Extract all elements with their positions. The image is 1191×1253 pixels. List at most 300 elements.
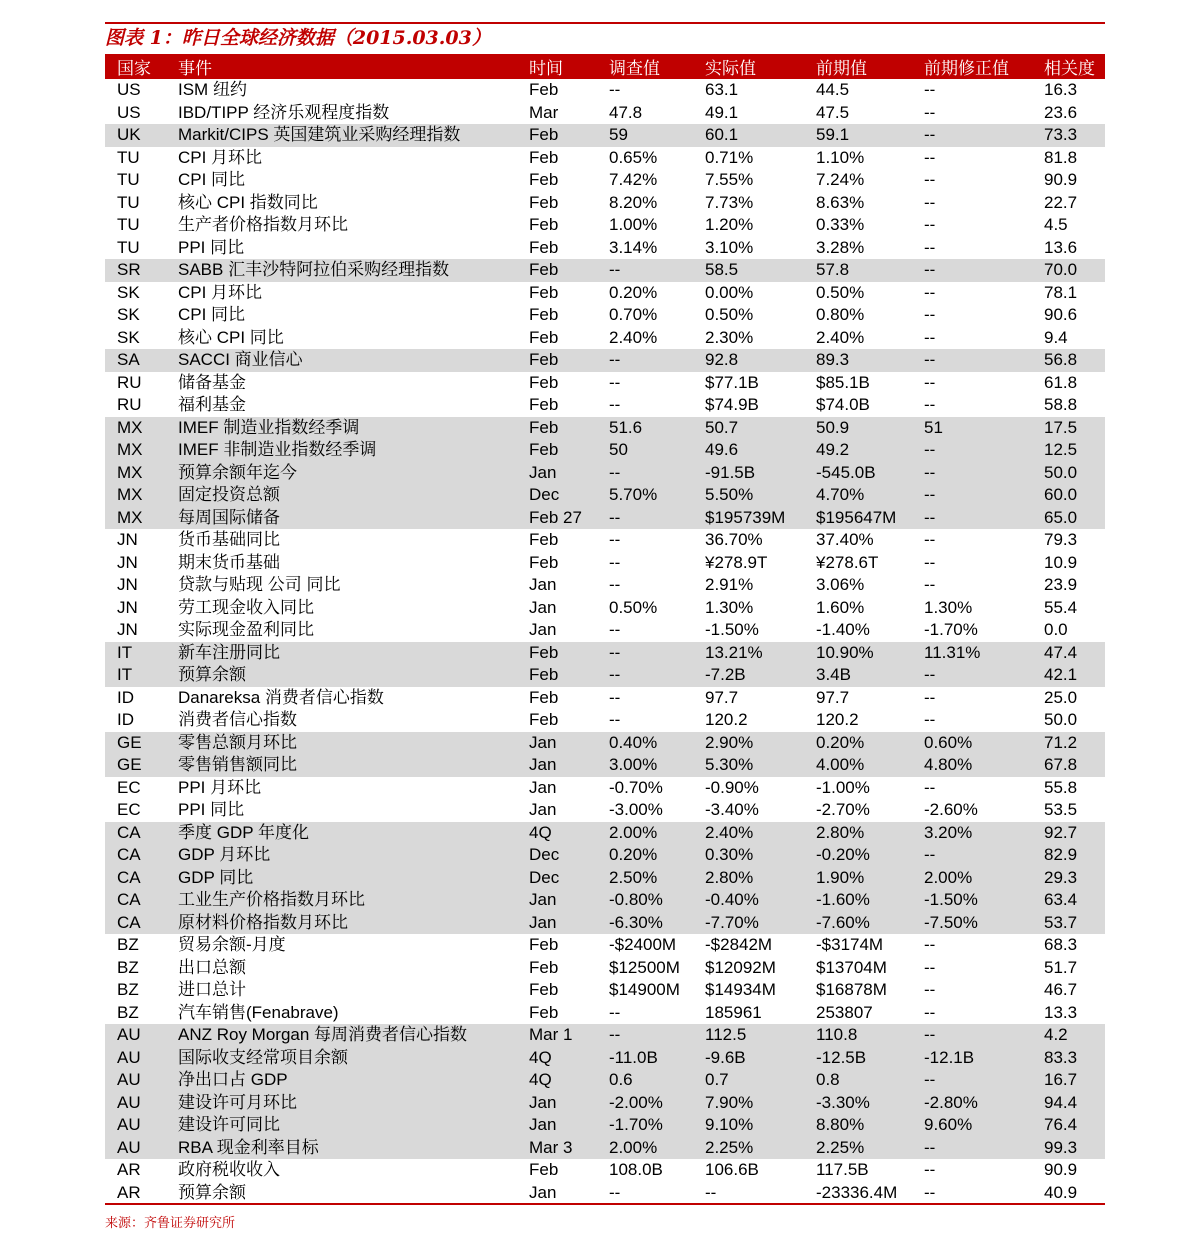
- cell-revised: 2.00%: [912, 867, 1032, 890]
- cell-relevance: 47.4: [1032, 642, 1105, 665]
- cell-relevance: 10.9: [1044, 552, 1078, 572]
- cell-actual: 0.7: [693, 1069, 804, 1092]
- cell-relevance: 23.6: [1044, 102, 1078, 122]
- cell-country: JN: [117, 530, 138, 550]
- cell-event: 劳工现金收入同比: [178, 597, 314, 617]
- cell-prior: 89.3: [804, 349, 912, 372]
- cell-relevance: 53.5: [1044, 800, 1078, 820]
- table-row: [105, 687, 1105, 710]
- cell-survey: --: [597, 349, 693, 372]
- cell-actual: -3.40%: [705, 800, 759, 820]
- cell-time: Mar 1: [517, 1024, 597, 1047]
- cell-time: Mar 3: [517, 1137, 597, 1160]
- cell-actual: --: [705, 1182, 717, 1202]
- table-row: [105, 1024, 1105, 1047]
- table-row: [105, 507, 1105, 530]
- cell-prior: 8.63%: [816, 192, 865, 212]
- cell-revised: --: [912, 349, 1032, 372]
- bottom-rule: [105, 1203, 1105, 1205]
- cell-country: AU: [105, 1069, 176, 1092]
- cell-country: BZ: [117, 935, 139, 955]
- cell-time: Feb: [517, 664, 597, 687]
- cell-actual: 7.90%: [693, 1092, 804, 1115]
- cell-survey: --: [609, 552, 621, 572]
- column-header-survey: 调查值: [597, 54, 693, 79]
- cell-country: AR: [117, 1182, 141, 1202]
- table-row: [105, 214, 1105, 237]
- cell-country: IT: [105, 642, 176, 665]
- cell-actual: 36.70%: [705, 530, 763, 550]
- cell-survey: $12500M: [609, 957, 680, 977]
- table-row: [105, 867, 1105, 890]
- table-row: [105, 327, 1105, 350]
- cell-time: Feb: [529, 935, 559, 955]
- cell-event: 核心 CPI 指数同比: [178, 192, 318, 212]
- cell-country: SK: [117, 327, 140, 347]
- table-body: [105, 79, 1105, 1204]
- cell-time: Feb: [517, 259, 597, 282]
- cell-relevance: 23.9: [1044, 575, 1078, 595]
- cell-survey: --: [609, 1002, 621, 1022]
- cell-time: Feb 27: [517, 507, 597, 530]
- cell-time: Jan: [529, 575, 557, 595]
- cell-relevance: 82.9: [1032, 844, 1105, 867]
- cell-revised: --: [912, 1069, 1032, 1092]
- cell-actual: 0.00%: [705, 282, 754, 302]
- cell-survey: --: [609, 710, 621, 730]
- cell-revised: --: [924, 687, 936, 707]
- economic-data-table: [105, 54, 1105, 1204]
- cell-prior: 120.2: [816, 710, 859, 730]
- cell-survey: 2.50%: [597, 867, 693, 890]
- cell-survey: --: [609, 80, 621, 100]
- cell-survey: --: [609, 575, 621, 595]
- cell-event: ANZ Roy Morgan 每周消费者信心指数: [176, 1024, 517, 1047]
- cell-relevance: 16.7: [1032, 1069, 1105, 1092]
- cell-actual: $14934M: [705, 980, 776, 1000]
- cell-revised: --: [924, 575, 936, 595]
- cell-relevance: 71.2: [1032, 732, 1105, 755]
- cell-prior: 4.70%: [804, 484, 912, 507]
- cell-relevance: 58.8: [1044, 395, 1078, 415]
- table-row: [105, 957, 1105, 980]
- table-row: [105, 664, 1105, 687]
- column-header-relevance: 相关度: [1032, 54, 1105, 79]
- cell-actual: 2.91%: [705, 575, 754, 595]
- cell-survey: 51.6: [597, 417, 693, 440]
- cell-time: Feb: [529, 170, 559, 190]
- cell-relevance: 16.3: [1044, 80, 1078, 100]
- cell-relevance: 60.0: [1032, 484, 1105, 507]
- cell-country: MX: [105, 462, 176, 485]
- column-header-time: 时间: [517, 54, 597, 79]
- cell-event: PPI 同比: [178, 237, 245, 257]
- cell-actual: 60.1: [693, 124, 804, 147]
- cell-actual: 97.7: [705, 687, 739, 707]
- cell-event: RBA 现金利率目标: [176, 1137, 517, 1160]
- cell-relevance: 56.8: [1032, 349, 1105, 372]
- cell-event: 出口总额: [178, 957, 246, 977]
- cell-relevance: 55.8: [1044, 777, 1078, 797]
- cell-event: 储备基金: [178, 372, 246, 392]
- cell-time: Mar: [529, 102, 559, 122]
- cell-actual: $195739M: [693, 507, 804, 530]
- cell-actual: 13.21%: [693, 642, 804, 665]
- table-row: [105, 709, 1105, 732]
- table-row: [105, 889, 1105, 912]
- cell-actual: 2.25%: [693, 1137, 804, 1160]
- cell-event: IMEF 制造业指数经季调: [176, 417, 517, 440]
- cell-revised: 51: [912, 417, 1032, 440]
- column-header-event: 事件: [176, 54, 517, 79]
- cell-relevance: 63.4: [1032, 889, 1105, 912]
- cell-country: JN: [117, 620, 138, 640]
- cell-survey: 2.00%: [597, 1137, 693, 1160]
- table-row: [105, 1114, 1105, 1137]
- cell-survey: 59: [597, 124, 693, 147]
- table-row: [105, 439, 1105, 462]
- cell-actual: $12092M: [705, 957, 776, 977]
- cell-prior: -0.20%: [804, 844, 912, 867]
- cell-event: CPI 月环比: [178, 147, 263, 167]
- cell-country: MX: [105, 484, 176, 507]
- cell-event: GDP 同比: [176, 867, 517, 890]
- cell-time: Feb: [529, 327, 559, 347]
- cell-prior: $85.1B: [816, 372, 870, 392]
- cell-country: BZ: [117, 980, 139, 1000]
- cell-survey: -6.30%: [597, 912, 693, 935]
- cell-time: Feb: [517, 417, 597, 440]
- cell-event: 固定投资总额: [176, 484, 517, 507]
- cell-country: CA: [105, 889, 176, 912]
- cell-relevance: 65.0: [1032, 507, 1105, 530]
- column-header-prior: 前期值: [804, 54, 912, 79]
- table-row: [105, 192, 1105, 215]
- cell-relevance: 9.4: [1044, 327, 1068, 347]
- cell-revised: --: [924, 935, 936, 955]
- table-row: [105, 822, 1105, 845]
- table-row: [105, 912, 1105, 935]
- cell-time: Feb: [529, 80, 559, 100]
- cell-revised: --: [912, 259, 1032, 282]
- cell-event: 进口总计: [178, 980, 246, 1000]
- cell-prior: ¥278.6T: [816, 552, 879, 572]
- cell-country: RU: [117, 395, 142, 415]
- cell-event: 每周国际储备: [176, 507, 517, 530]
- cell-event: 政府税收收入: [178, 1160, 280, 1180]
- cell-survey: -0.80%: [597, 889, 693, 912]
- cell-survey: 50: [597, 439, 693, 462]
- table-row: [105, 979, 1105, 1002]
- cell-actual: 3.10%: [705, 237, 754, 257]
- cell-revised: --: [924, 305, 936, 325]
- cell-survey: --: [609, 620, 621, 640]
- cell-revised: --: [924, 80, 936, 100]
- cell-survey: -$2400M: [609, 935, 677, 955]
- cell-event: 工业生产价格指数月环比: [176, 889, 517, 912]
- cell-relevance: 0.0: [1044, 620, 1068, 640]
- cell-prior: 2.80%: [804, 822, 912, 845]
- cell-country: GE: [105, 732, 176, 755]
- cell-relevance: 25.0: [1044, 687, 1078, 707]
- cell-time: Feb: [529, 237, 559, 257]
- cell-country: AU: [105, 1092, 176, 1115]
- cell-country: US: [117, 80, 141, 100]
- cell-relevance: 50.0: [1044, 710, 1078, 730]
- cell-time: Feb: [517, 642, 597, 665]
- table-row: [105, 394, 1105, 417]
- cell-actual: $77.1B: [705, 372, 759, 392]
- cell-prior: 1.90%: [804, 867, 912, 890]
- cell-prior: 49.2: [804, 439, 912, 462]
- table-row: [105, 1182, 1105, 1205]
- cell-time: Feb: [529, 215, 559, 235]
- cell-time: Jan: [517, 1092, 597, 1115]
- cell-actual: -$2842M: [705, 935, 773, 955]
- source-note: 来源：齐鲁证券研究所: [105, 1216, 236, 1231]
- cell-revised: -1.50%: [912, 889, 1032, 912]
- cell-survey: --: [597, 507, 693, 530]
- cell-prior: 57.8: [804, 259, 912, 282]
- cell-actual: 7.55%: [705, 170, 754, 190]
- cell-prior: 1.60%: [816, 597, 865, 617]
- cell-event: CPI 月环比: [178, 282, 263, 302]
- cell-event: 季度 GDP 年度化: [176, 822, 517, 845]
- cell-prior: $195647M: [804, 507, 912, 530]
- cell-revised: -7.50%: [912, 912, 1032, 935]
- cell-survey: -11.0B: [597, 1047, 693, 1070]
- cell-relevance: 50.0: [1032, 462, 1105, 485]
- figure-title-prefix: 图表 1：: [105, 27, 182, 49]
- cell-time: Jan: [517, 754, 597, 777]
- cell-event: Danareksa 消费者信心指数: [178, 687, 384, 707]
- cell-revised: 11.31%: [912, 642, 1032, 665]
- cell-relevance: 22.7: [1044, 192, 1078, 212]
- cell-time: Feb: [517, 124, 597, 147]
- table-row: [105, 934, 1105, 957]
- cell-actual: 5.50%: [693, 484, 804, 507]
- cell-actual: 0.30%: [693, 844, 804, 867]
- table-row: [105, 642, 1105, 665]
- cell-prior: -3.30%: [804, 1092, 912, 1115]
- cell-actual: -91.5B: [693, 462, 804, 485]
- cell-country: UK: [105, 124, 176, 147]
- cell-event: 期末货币基础: [178, 552, 280, 572]
- cell-time: Feb: [517, 349, 597, 372]
- table-row: [105, 1047, 1105, 1070]
- cell-prior: 2.25%: [804, 1137, 912, 1160]
- cell-country: AU: [105, 1114, 176, 1137]
- cell-country: SA: [105, 349, 176, 372]
- cell-survey: 3.14%: [609, 237, 658, 257]
- cell-revised: --: [924, 237, 936, 257]
- table-row: [105, 597, 1105, 620]
- cell-country: AU: [105, 1137, 176, 1160]
- cell-survey: 0.20%: [597, 844, 693, 867]
- cell-country: BZ: [117, 1002, 139, 1022]
- cell-survey: 3.00%: [597, 754, 693, 777]
- cell-survey: 7.42%: [609, 170, 658, 190]
- cell-revised: 1.30%: [924, 597, 973, 617]
- cell-survey: -3.00%: [609, 800, 663, 820]
- cell-time: Jan: [517, 1114, 597, 1137]
- cell-event: SACCI 商业信心: [176, 349, 517, 372]
- cell-actual: 92.8: [693, 349, 804, 372]
- cell-country: JN: [117, 575, 138, 595]
- cell-relevance: 76.4: [1032, 1114, 1105, 1137]
- cell-prior: 0.33%: [816, 215, 865, 235]
- cell-prior: 59.1: [804, 124, 912, 147]
- cell-relevance: 51.7: [1044, 957, 1078, 977]
- table-row: [105, 417, 1105, 440]
- cell-event: IBD/TIPP 经济乐观程度指数: [178, 102, 390, 122]
- cell-survey: 0.6: [597, 1069, 693, 1092]
- cell-survey: --: [597, 1024, 693, 1047]
- cell-actual: 5.30%: [693, 754, 804, 777]
- cell-prior: 8.80%: [804, 1114, 912, 1137]
- cell-survey: -2.00%: [597, 1092, 693, 1115]
- cell-revised: --: [924, 957, 936, 977]
- cell-relevance: 40.9: [1044, 1182, 1078, 1202]
- cell-time: Jan: [529, 620, 557, 640]
- cell-time: Dec: [517, 844, 597, 867]
- table-row: [105, 1069, 1105, 1092]
- cell-prior: 0.80%: [816, 305, 865, 325]
- cell-country: IT: [105, 664, 176, 687]
- column-header-revised: 前期修正值: [912, 54, 1032, 79]
- cell-survey: -1.70%: [597, 1114, 693, 1137]
- cell-relevance: 29.3: [1032, 867, 1105, 890]
- cell-relevance: 13.3: [1044, 1002, 1078, 1022]
- cell-revised: --: [924, 327, 936, 347]
- cell-country: BZ: [117, 957, 139, 977]
- cell-relevance: 73.3: [1032, 124, 1105, 147]
- cell-country: CA: [105, 867, 176, 890]
- cell-actual: 0.71%: [705, 147, 754, 167]
- cell-relevance: 83.3: [1032, 1047, 1105, 1070]
- cell-prior: $16878M: [816, 980, 887, 1000]
- cell-revised: --: [924, 980, 936, 1000]
- cell-time: Jan: [517, 889, 597, 912]
- cell-survey: --: [597, 259, 693, 282]
- cell-country: EC: [117, 777, 141, 797]
- cell-country: TU: [117, 237, 140, 257]
- cell-prior: 0.8: [804, 1069, 912, 1092]
- cell-country: CA: [105, 822, 176, 845]
- cell-time: Jan: [529, 1182, 557, 1202]
- cell-actual: -9.6B: [693, 1047, 804, 1070]
- cell-prior: 3.28%: [816, 237, 865, 257]
- cell-time: Jan: [529, 777, 557, 797]
- cell-revised: -1.70%: [924, 620, 978, 640]
- cell-survey: 108.0B: [609, 1160, 663, 1180]
- cell-prior: 3.06%: [816, 575, 865, 595]
- table-row: [105, 169, 1105, 192]
- cell-survey: 0.40%: [597, 732, 693, 755]
- table-row: [105, 102, 1105, 125]
- cell-prior: -1.00%: [816, 777, 870, 797]
- cell-relevance: 90.9: [1044, 170, 1078, 190]
- cell-time: Jan: [517, 462, 597, 485]
- cell-actual: 2.80%: [693, 867, 804, 890]
- cell-actual: 2.90%: [693, 732, 804, 755]
- cell-country: ID: [117, 687, 134, 707]
- cell-survey: --: [597, 664, 693, 687]
- cell-prior: -$3174M: [816, 935, 884, 955]
- cell-time: Feb: [529, 192, 559, 212]
- cell-revised: 3.20%: [912, 822, 1032, 845]
- cell-event: GDP 月环比: [176, 844, 517, 867]
- cell-revised: --: [924, 710, 936, 730]
- cell-country: RU: [117, 372, 142, 392]
- table-row: [105, 372, 1105, 395]
- cell-country: JN: [117, 597, 138, 617]
- cell-event: PPI 同比: [178, 800, 245, 820]
- cell-relevance: 79.3: [1044, 530, 1078, 550]
- cell-relevance: 61.8: [1044, 372, 1078, 392]
- cell-survey: 0.50%: [609, 597, 658, 617]
- cell-actual: -7.2B: [693, 664, 804, 687]
- cell-relevance: 13.6: [1044, 237, 1078, 257]
- cell-prior: -12.5B: [804, 1047, 912, 1070]
- cell-prior: 2.40%: [816, 327, 865, 347]
- cell-country: MX: [105, 507, 176, 530]
- cell-survey: 2.00%: [597, 822, 693, 845]
- cell-relevance: 99.3: [1032, 1137, 1105, 1160]
- cell-event: 贸易余额-月度: [178, 935, 286, 955]
- cell-revised: -2.60%: [924, 800, 978, 820]
- cell-revised: --: [924, 372, 936, 392]
- cell-relevance: 81.8: [1044, 147, 1078, 167]
- cell-revised: --: [924, 777, 936, 797]
- table-row: [105, 619, 1105, 642]
- cell-prior: 0.20%: [804, 732, 912, 755]
- cell-survey: $14900M: [609, 980, 680, 1000]
- cell-time: Feb: [529, 282, 559, 302]
- cell-event: 零售总额月环比: [176, 732, 517, 755]
- cell-survey: --: [609, 687, 621, 707]
- cell-country: AU: [105, 1024, 176, 1047]
- cell-revised: -12.1B: [912, 1047, 1032, 1070]
- cell-survey: 8.20%: [609, 192, 658, 212]
- cell-actual: -0.90%: [705, 777, 759, 797]
- cell-survey: 5.70%: [597, 484, 693, 507]
- table-row: [105, 124, 1105, 147]
- cell-survey: --: [609, 372, 621, 392]
- cell-relevance: 17.5: [1032, 417, 1105, 440]
- cell-relevance: 90.6: [1044, 305, 1078, 325]
- table-row: [105, 574, 1105, 597]
- cell-prior: 110.8: [804, 1024, 912, 1047]
- table-row: [105, 259, 1105, 282]
- cell-survey: --: [609, 395, 621, 415]
- cell-event: CPI 同比: [178, 170, 246, 190]
- table-row: [105, 529, 1105, 552]
- cell-time: Feb: [529, 957, 559, 977]
- cell-event: 生产者价格指数月环比: [178, 215, 348, 235]
- cell-prior: 47.5: [816, 102, 850, 122]
- cell-revised: --: [924, 552, 936, 572]
- cell-relevance: 68.3: [1044, 935, 1078, 955]
- cell-event: Markit/CIPS 英国建筑业采购经理指数: [176, 124, 517, 147]
- cell-event: PPI 月环比: [178, 777, 262, 797]
- cell-prior: -23336.4M: [816, 1182, 898, 1202]
- cell-country: TU: [117, 147, 140, 167]
- cell-actual: 49.1: [705, 102, 739, 122]
- cell-prior: 44.5: [816, 80, 850, 100]
- cell-prior: $74.0B: [816, 395, 870, 415]
- cell-country: SR: [105, 259, 176, 282]
